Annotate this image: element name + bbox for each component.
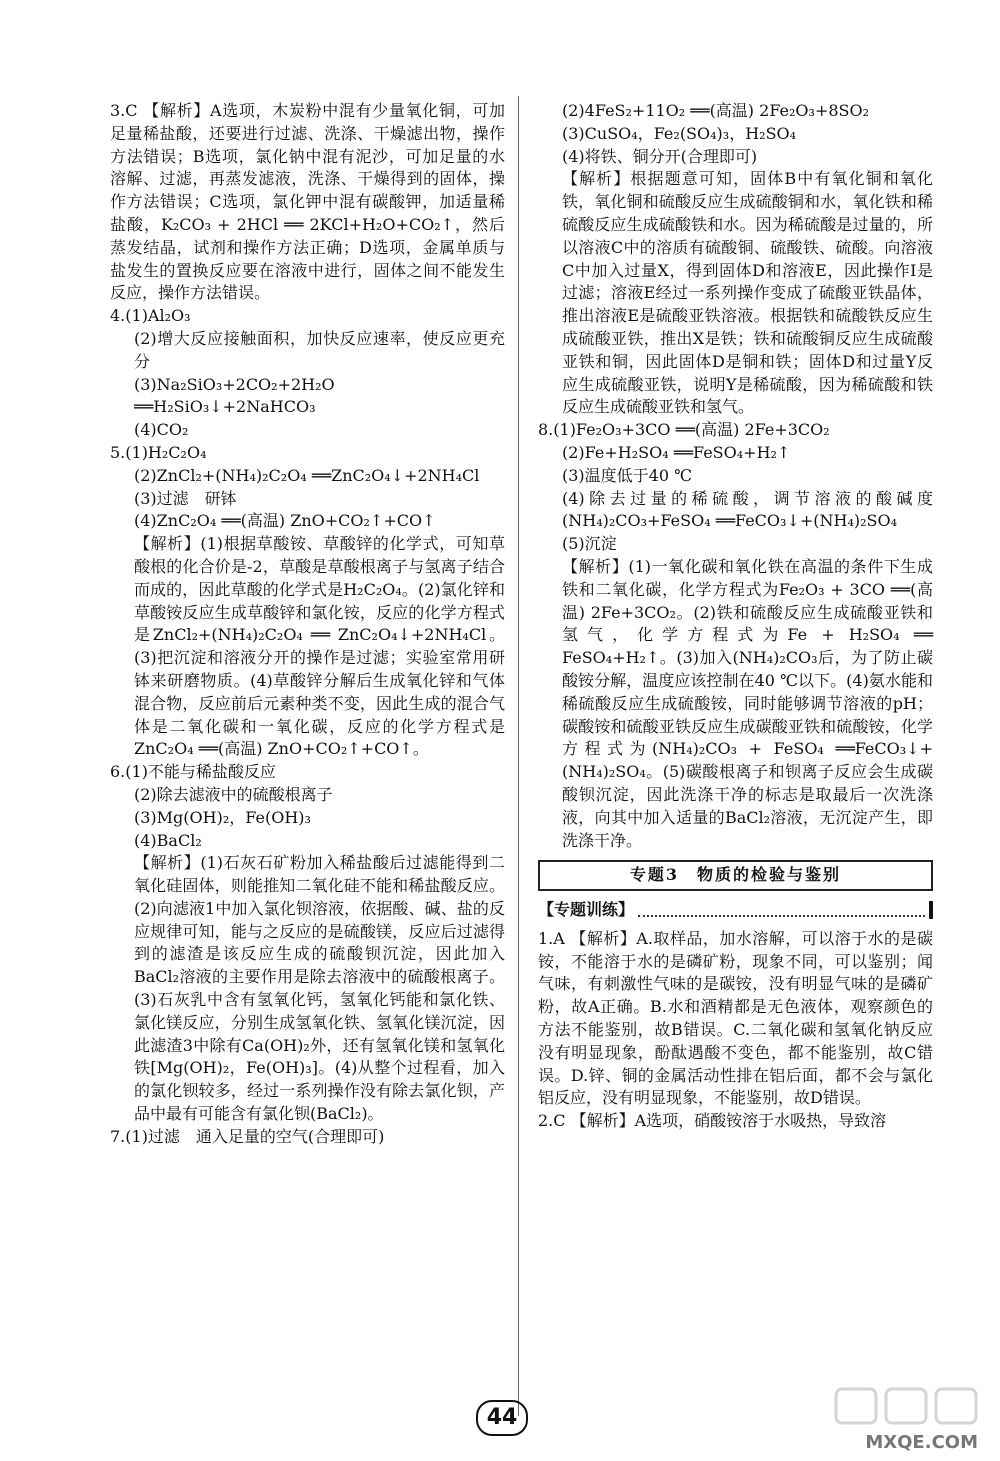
training-header <box>538 899 933 922</box>
right-paragraph: 【解析】根据题意可知，固体B中有氧化铜和氧化铁，氧化铜和硫酸反应生成硫酸铜和水，氧化铁和稀硫酸反应生成硫酸铁和水。因为稀硫酸是过量的，所以溶液C中的溶质有硫酸铜、硫酸铁、硫酸。向溶液C中加入过量X，得到固体D和溶液E，因此操作Ⅰ是过滤；溶液E经过一系列操作变成了硫酸亚铁晶体，推出溶液E是硫酸亚铁溶液。根据铁和硫酸铁反应生成硫酸亚铁，推出X是铁；铁和硫酸铜反应生成硫酸亚铁和铜，因此固体D是铜和铁；固体D和过量Y反应生成硫酸亚铁，说明Y是稀硫酸，因为稀硫酸和铁反应生成硫酸亚铁和氢气。 <box>562 169 933 417</box>
left-paragraph: 5.(1)H₂C₂O₄ <box>110 442 207 462</box>
left-paragraph: 7.(1)过滤 通入足量的空气(合理即可) <box>110 1126 385 1146</box>
left-paragraph: (3)过滤 研钵 <box>134 488 237 508</box>
right-column-training <box>538 928 933 1133</box>
left-paragraph: (2)除去滤液中的硫酸根离子 <box>134 784 333 804</box>
right-column-answers <box>538 100 950 852</box>
right-paragraph: (3)温度低于40 ℃ <box>562 465 693 485</box>
training-dots <box>638 903 925 917</box>
left-paragraph: 4.(1)Al₂O₃ <box>110 306 191 326</box>
right-paragraph: (4)将铁、铜分开(合理即可) <box>562 146 758 166</box>
right-paragraph: (4)除去过量的稀硫酸，调节溶液的酸碱度 (NH₄)₂CO₃+FeSO₄ ══FeCO₃↓+(NH₄)₂SO₄ <box>562 488 950 531</box>
training-label: 【专题训练】 <box>538 900 635 920</box>
right-paragraph: (3)CuSO₄，Fe₂(SO₄)₃，H₂SO₄ <box>562 123 797 143</box>
right-paragraph: 【解析】(1)一氧化碳和氧化铁在高温的条件下生成铁和二氧化碳，化学方程式为Fe₂O₃ + 3CO ══(高温) 2Fe+3CO₂。(2)铁和硫酸反应生成硫酸亚铁和氢气，化学方程式为Fe + H₂SO₄ ══ FeSO₄+H₂↑。(3)加入(NH₄)₂CO₃后，为了防止碳酸铵分解，温度应该控制在40 ℃以下。(4)氨水能和稀硫酸反应生成硫酸铵，同时能够调节溶液的pH；碳酸铵和硫酸亚铁反应生成碳酸亚铁和硫酸铵，化学方程式为(NH₄)₂CO₃ + FeSO₄ ══FeCO₃↓+(NH₄)₂SO₄。(5)碳酸根离子和钡离子反应会生成碳酸钡沉淀，因此洗涤干净的标志是取最后一次洗涤液，向其中加入适量的BaCl₂溶液，无沉淀产生，即洗涤干净。 <box>562 556 933 850</box>
training-paragraph: 2.C 【解析】A选项，硝酸铵溶于水吸热，导致溶 <box>538 1111 887 1131</box>
training-paragraph: 1.A 【解析】A.取样品，加水溶解，可以溶于水的是碳铵，不能溶于水的是磷矿粉，现象不同，可以鉴别；闻气味，有刺激性气味的是碳铵，没有明显气味的是磷矿粉，故A正确。B.水和酒精都是无色液体，观察颜色的方法不能鉴别，故B错误。C.二氧化碳和氢氧化钠反应没有明显现象，酚酞遇酸不变色，都不能鉴别，故C错误。D.锌、铜的金属活动性排在铝后面，都不会与氯化铝反应，没有明显现象，不能鉴别，故D错误。 <box>538 928 933 1108</box>
right-paragraph: (5)沉淀 <box>562 534 617 554</box>
column-divider <box>518 96 519 1416</box>
right-paragraph: (2)4FeS₂+11O₂ ══(高温) 2Fe₂O₃+8SO₂ <box>562 101 870 120</box>
left-paragraph: 6.(1)不能与稀盐酸反应 <box>110 762 276 782</box>
left-paragraph: (4)ZnC₂O₄ ══(高温) ZnO+CO₂↑+CO↑ <box>134 511 436 531</box>
training-bar <box>929 901 933 919</box>
left-paragraph: (3)Mg(OH)₂，Fe(OH)₃ <box>134 807 311 827</box>
left-paragraph: 【解析】(1)根据草酸铵、草酸锌的化学式，可知草酸根的化合价是-2，草酸是草酸根离子与氢离子结合而成的，因此草酸的化学式是H₂C₂O₄。(2)氯化锌和草酸铵反应生成草酸锌和氯化铵，反应的化学方程式是ZnCl₂+(NH₄)₂C₂O₄ ══ ZnC₂O₄↓+2NH₄Cl。(3)把沉淀和溶液分开的操作是过滤；实验室常用研钵来研磨物质。(4)草酸锌分解后生成氧化锌和气体混合物，反应前后元素种类不变，因此生成的混合气体是二氧化碳和一氧化碳，反应的化学方程式是ZnC₂O₄ ══(高温) ZnO+CO₂↑+CO↑。 <box>134 534 505 759</box>
left-paragraph: (2)增大反应接触面积，加快反应速率，使反应更充分 <box>134 328 505 371</box>
left-paragraph: (4)BaCl₂ <box>134 830 202 850</box>
right-paragraph: (2)Fe+H₂SO₄ ══FeSO₄+H₂↑ <box>562 442 791 462</box>
right-column <box>538 100 950 1133</box>
left-paragraph: (2)ZnCl₂+(NH₄)₂C₂O₄ ══ZnC₂O₄↓+2NH₄Cl <box>134 465 480 485</box>
page-number: 44 <box>476 1400 528 1436</box>
left-paragraph: 【解析】(1)石灰石矿粉加入稀盐酸后过滤能得到二氧化硅固体，则能推知二氧化硅不能和稀盐酸反应。(2)向滤液1中加入氯化钡溶液，依据酸、碱、盐的反应规律可知，能与之反应的是硫酸镁，反应后过滤得到的滤渣是该反应生成的硫酸钡沉淀，因此加入BaCl₂溶液的主要作用是除去溶液中的硫酸根离子。(3)石灰乳中含有氢氧化钙，氢氧化钙能和氯化铁、氯化镁反应，分别生成氢氧化铁、氢氧化镁沉淀，因此滤渣3中除有Ca(OH)₂外，还有氢氧化镁和氢氧化铁[Mg(OH)₂，Fe(OH)₃]。(4)从整个过程看，加入的氯化钡较多，经过一系列操作没有除去氯化钡，产品中最有可能含有氯化钡(BaCl₂)。 <box>134 853 505 1124</box>
section-title: 专题3 物质的检验与鉴别 <box>538 860 933 891</box>
left-paragraph: (4)CO₂ <box>134 420 189 440</box>
right-paragraph: 8.(1)Fe₂O₃+3CO ══(高温) 2Fe+3CO₂ <box>538 420 830 440</box>
left-paragraph: 3.C 【解析】A选项，木炭粉中混有少量氧化铜，可加足量稀盐酸，还要进行过滤、洗涤、干燥滤出物，操作方法错误；B选项，氯化钠中混有泥沙，可加足量的水溶解、过滤，再蒸发滤液，洗涤、干燥得到的固体，操作方法错误；C选项，氯化钾中混有碳酸钾，加适量稀盐酸，K₂CO₃ + 2HCl ══ 2KCl+H₂O+CO₂↑，然后蒸发结晶，试剂和操作方法正确；D选项，金属单质与盐发生的置换反应要在溶液中进行，固体之间不能发生反应，操作方法错误。 <box>110 101 505 303</box>
left-paragraph: (3)Na₂SiO₃+2CO₂+2H₂O ══H₂SiO₃↓+2NaHCO₃ <box>134 374 335 417</box>
watermark-text: MXQE.COM <box>865 1432 978 1453</box>
left-column <box>110 100 505 1149</box>
